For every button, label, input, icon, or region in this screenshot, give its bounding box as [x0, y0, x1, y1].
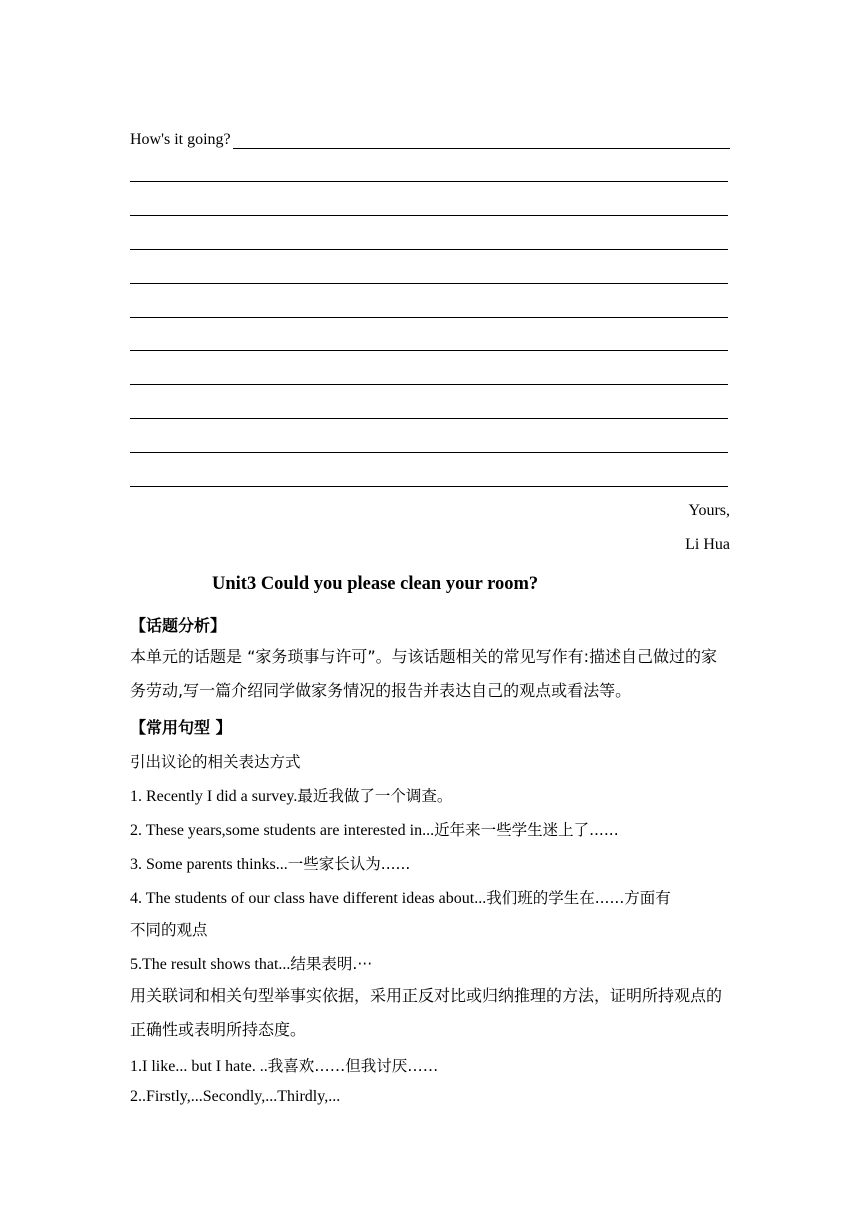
pattern-item: 1. Recently I did a survey.最近我做了一个调查。	[130, 787, 453, 805]
topic-analysis-body: 本单元的话题是 “家务琐事与许可”。与该话题相关的常见写作有:描述自己做过的家务劳动,写一篇介绍同学做家务情况的报告并表达自己的观点或看法等。	[130, 647, 718, 700]
pattern-item: 3. Some parents thinks...一些家长认为......	[130, 855, 411, 873]
pattern-item: 4. The students of our class have different ideas about...我们班的学生在......方面有	[130, 889, 671, 907]
writing-line	[130, 350, 728, 351]
pattern-item: 5.The result shows that...结果表明.···	[130, 955, 373, 973]
writing-line	[130, 418, 728, 419]
letter-first-line	[130, 130, 730, 149]
writing-line	[130, 181, 728, 182]
writing-line	[130, 486, 728, 487]
writing-line	[130, 215, 728, 216]
unit-title: Unit3 Could you please clean your room?	[212, 574, 539, 594]
writing-line	[130, 384, 728, 385]
writing-blank-line	[233, 130, 730, 149]
pattern-item: 2. These years,some students are interested in...近年来一些学生迷上了......	[130, 821, 619, 839]
writing-line	[130, 317, 728, 318]
topic-analysis-heading: 【话题分析】	[130, 616, 227, 635]
evidence-item: 2..Firstly,...Secondly,...Thirdly,...	[130, 1088, 341, 1105]
writing-line	[130, 249, 728, 250]
letter-opening-text: How's it going?	[130, 131, 231, 148]
writing-line	[130, 283, 728, 284]
writing-line	[130, 452, 728, 453]
letter-closing: Yours,	[688, 502, 730, 519]
evidence-intro: 用关联词和相关句型举事实依据，采用正反对比或归纳推理的方法，证明所持观点的正确性或表明所持态度。	[130, 986, 723, 1039]
common-patterns-heading: 【常用句型 】	[130, 718, 232, 737]
evidence-item: 1.I like... but I hate. ..我喜欢……但我讨厌……	[130, 1057, 439, 1075]
common-patterns-intro: 引出议论的相关表达方式	[130, 753, 301, 771]
pattern-item-continuation: 不同的观点	[130, 921, 208, 939]
letter-signature: Li Hua	[685, 536, 730, 553]
